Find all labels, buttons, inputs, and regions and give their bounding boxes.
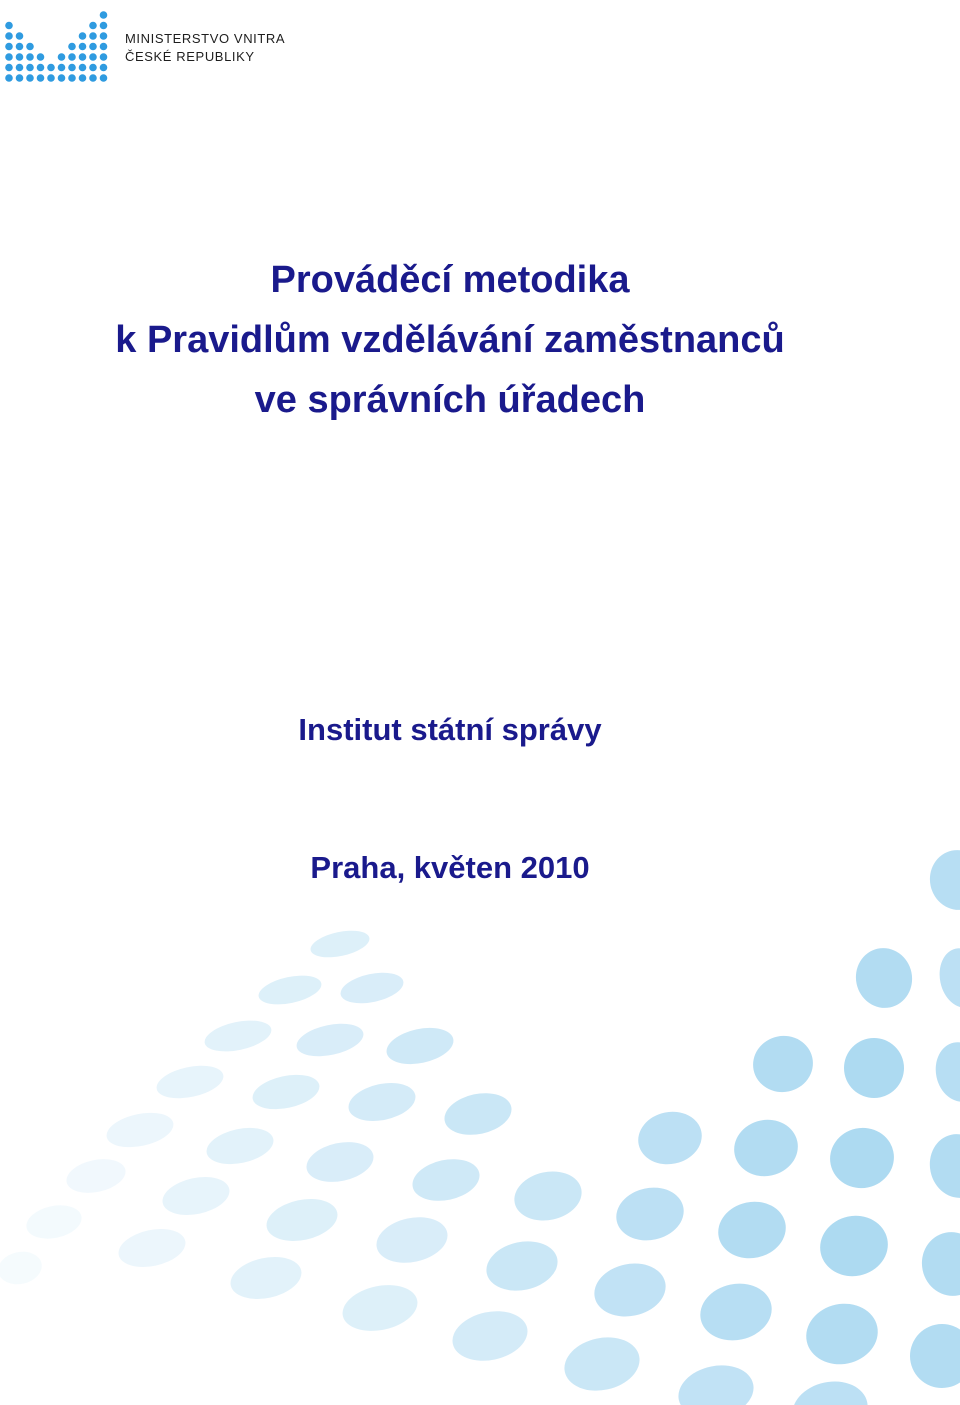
ministry-logo-dots-icon <box>4 2 112 84</box>
title-line-1: Prováděcí metodika <box>270 259 630 301</box>
ministry-logo <box>0 0 300 86</box>
publication-date: Praha, květen 2010 <box>310 850 590 885</box>
logo-line-1: MINISTERSTVO VNITRA <box>125 31 286 46</box>
institute-name: Institut státní správy <box>298 712 602 747</box>
logo-text <box>125 30 285 66</box>
document-title <box>0 250 900 430</box>
title-line-3: ve správních úřadech <box>254 379 646 421</box>
logo-line-2: ČESKÉ REPUBLIKY <box>125 49 255 64</box>
title-line-2: k Pravidlům vzdělávání zaměstnanců <box>115 319 785 361</box>
